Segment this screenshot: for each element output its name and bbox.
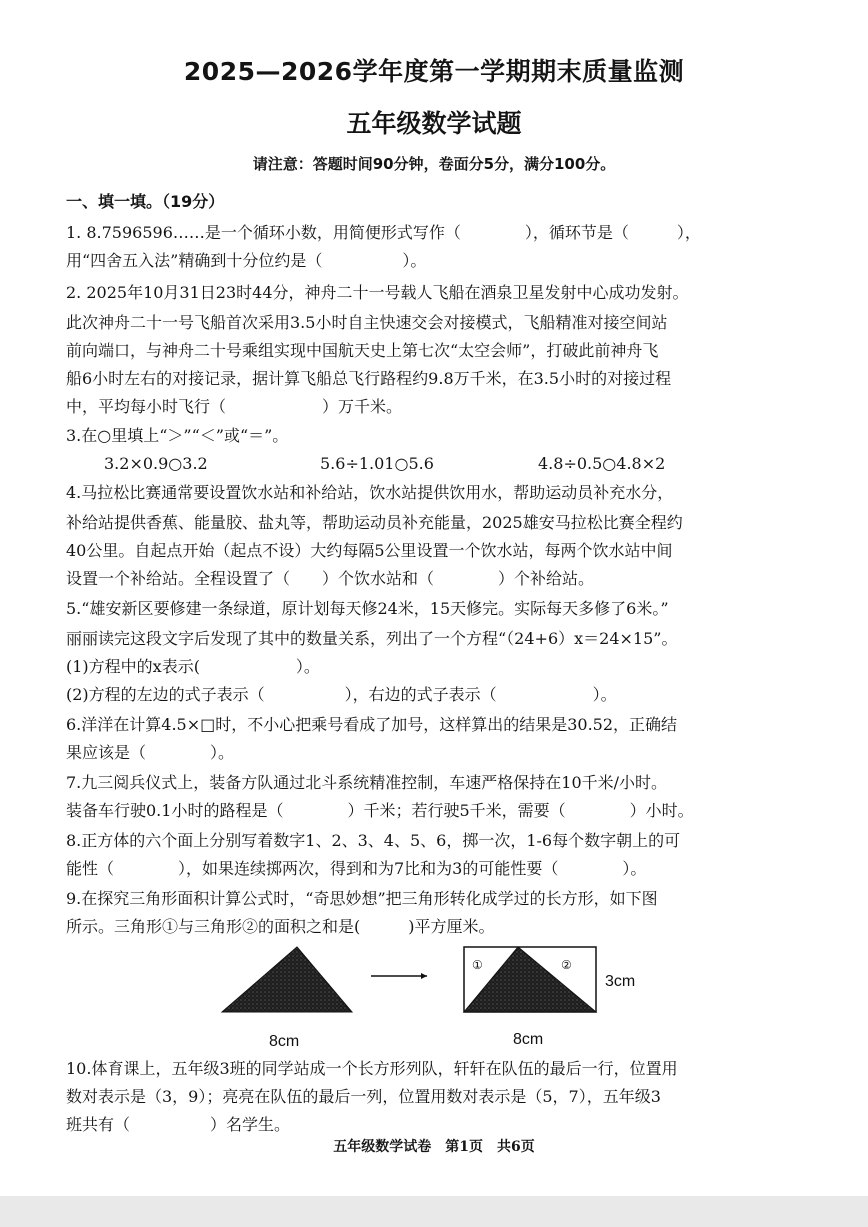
compare-item: 3.2×0.9○3.2 (104, 454, 208, 473)
question-line: 丽丽读完这段文字后发现了其中的数量关系，列出了一个方程“（24+6）x＝24×15”。 (66, 629, 678, 648)
question-line: 1. 8.7596596……是一个循环小数，用简便形式写作（ ），循环节是（ ）， (66, 223, 701, 242)
question-line: 6.洋洋在计算4.5×□时，不小心把乘号看成了加号，这样算出的结果是30.52，正确结 (66, 715, 678, 734)
question-line: (1)方程中的x表示( ）。 (66, 657, 320, 676)
question-line: 8.正方体的六个面上分别写着数字1、2、3、4、5、6，掷一次，1-6每个数字朝上的可 (66, 831, 681, 850)
section-heading: 一、填一填。（19分） (66, 192, 225, 211)
question-line: 能性（ ），如果连续掷两次，得到和为7比和为3的可能性要（ ）。 (66, 859, 647, 878)
question-line: (2)方程的左边的式子表示（ ），右边的式子表示（ ）。 (66, 685, 617, 704)
compare-item: 4.8÷0.5○4.8×2 (538, 454, 666, 473)
exam-notice: 请注意：答题时间90分钟，卷面分5分，满分100分。 (252, 155, 616, 173)
triangle-label-1: ① (472, 958, 483, 972)
question-line: 用“四舍五入法”精确到十分位约是（ ）。 (66, 251, 427, 270)
triangle-label-2: ② (561, 958, 572, 972)
question-line: 船6小时左右的对接记录，据计算飞船总飞行路程约9.8万千米，在3.5小时的对接过程 (66, 369, 672, 388)
question-line: 果应该是（ ）。 (66, 743, 235, 762)
question-line: 4.马拉松比赛通常要设置饮水站和补给站，饮水站提供饮用水，帮助运动员补充水分， (66, 483, 674, 502)
exam-title: 2025—2026学年度第一学期期末质量监测 (183, 57, 685, 86)
question-line: 此次神舟二十一号飞船首次采用3.5小时自主快速交会对接模式，飞船精准对接空间站 (66, 313, 668, 332)
question-line: 2. 2025年10月31日23时44分，神舟二十一号载人飞船在酒泉卫星发射中心成功发射。 (66, 283, 689, 302)
question-line: 9.在探究三角形面积计算公式时，“奇思妙想”把三角形转化成学过的长方形，如下图 (66, 889, 658, 908)
page-footer: 五年级数学试卷 第1页 共6页 (333, 1139, 535, 1155)
question-line: 所示。三角形①与三角形②的面积之和是( )平方厘米。 (66, 917, 495, 936)
exam-subtitle: 五年级数学试题 (346, 109, 522, 138)
question-line: 装备车行驶0.1小时的路程是（ ）千米；若行驶5千米，需要（ ）小时。 (66, 801, 694, 820)
question-line: 7.九三阅兵仪式上，装备方队通过北斗系统精准控制，车速严格保持在10千米/小时。 (66, 773, 668, 792)
question-line: 前向端口，与神舟二十号乘组实现中国航天史上第七次“太空会师”，打破此前神舟飞 (66, 341, 659, 360)
arrow-head (421, 973, 427, 979)
question-line: 数对表示是（3，9）；亮亮在队伍的最后一列，位置用数对表示是（5，7），五年级3 (66, 1087, 661, 1106)
question-line: 补给站提供香蕉、能量胶、盐丸等，帮助运动员补充能量，2025雄安马拉松比赛全程约 (66, 513, 683, 532)
height-label: 3cm (605, 973, 636, 990)
question-line: 班共有（ ）名学生。 (66, 1115, 291, 1134)
right-width-label: 8cm (513, 1031, 544, 1048)
scan-edge (0, 1196, 868, 1227)
question-line: 设置一个补给站。全程设置了（ ）个饮水站和（ ）个补给站。 (66, 569, 595, 588)
left-triangle (222, 947, 352, 1012)
question-line: 10.体育课上，五年级3班的同学站成一个长方形列队，轩轩在队伍的最后一行，位置用 (66, 1059, 678, 1078)
question-line: 3.在○里填上“＞”“＜”或“＝”。 (66, 426, 289, 445)
compare-item: 5.6÷1.01○5.6 (320, 454, 434, 473)
triangle-figure (200, 935, 660, 1055)
question-line: 40公里。自起点开始（起点不设）大约每隔5公里设置一个饮水站，每两个饮水站中间 (66, 541, 673, 560)
question-line: 5.“雄安新区要修建一条绿道，原计划每天修24米，15天修完。实际每天多修了6米。” (66, 599, 669, 618)
question-line: 中，平均每小时飞行（ ）万千米。 (66, 397, 403, 416)
left-width-label: 8cm (269, 1033, 300, 1050)
